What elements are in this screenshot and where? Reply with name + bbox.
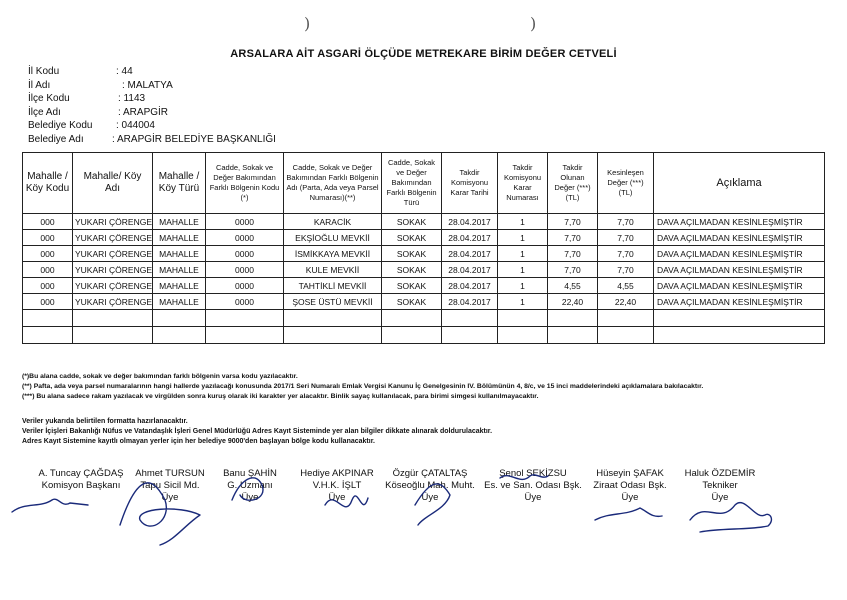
table-cell: 1: [498, 246, 548, 262]
unit-value-table: [22, 152, 825, 344]
signatory-title: Köseoğlu Mah. Muht.: [385, 480, 475, 491]
table-cell: 7,70: [548, 230, 598, 246]
signatory-title: Tapu Sicil Md.: [140, 480, 200, 491]
table-cell: SOKAK: [382, 278, 442, 294]
table-cell: 7,70: [548, 246, 598, 262]
instructions: [22, 417, 492, 447]
info-value: : 1143: [118, 93, 146, 104]
info-label: İlçe Adı: [28, 106, 61, 118]
table-cell: MAHALLE: [153, 246, 206, 262]
instruction-line: Veriler İçişleri Bakanlığı Nüfus ve Vatandaşlık İşleri Genel Müdürlüğü Adres Kayıt Sisteminde yer alan bilgiler dikkate alınarak doldurulacaktır.: [22, 428, 493, 435]
info-label: İlçe Kodu: [28, 93, 70, 104]
signatory-title: Tekniker: [702, 480, 738, 491]
column-header: Kesinleşen Değer (***) (TL): [598, 153, 654, 214]
table-cell: 0000: [206, 294, 284, 310]
table-cell: 0000: [206, 214, 284, 230]
table-cell: YUKARI ÇÖRENGE: [73, 214, 153, 230]
table-cell: DAVA AÇILMADAN KESİNLEŞMİŞTİR: [654, 246, 825, 262]
footnotes: [22, 372, 703, 402]
signatory-role: Üye: [241, 492, 259, 503]
column-header: Mahalle / Köy Türü: [153, 153, 206, 214]
table-cell: SOKAK: [382, 230, 442, 246]
signatory-title: G. Uzmanı: [227, 480, 273, 491]
signatory-block: [670, 468, 770, 504]
table-cell: 0000: [206, 246, 284, 262]
table-cell: 000: [23, 278, 73, 294]
table-cell: 000: [23, 262, 73, 278]
signatory-name: Haluk ÖZDEMİR: [684, 468, 756, 479]
table-cell: MAHALLE: [153, 262, 206, 278]
footnote: (***) Bu alana sadece rakam yazılacak ve virgülden sonra kuruş olarak iki karakter yer alacaktır. Binlik sayaç kullanılacak, para birimi simgesi kullanılmayacaktır.: [22, 393, 539, 400]
signatory-title: V.H.K. İŞLT: [312, 480, 362, 491]
signatory-block: [205, 468, 295, 504]
table-cell: 000: [23, 294, 73, 310]
table-cell: 28.04.2017: [442, 294, 498, 310]
signatory-block: [478, 468, 588, 504]
column-header: Cadde, Sokak ve Değer Bakımından Farklı Bölgenin Kodu (*): [206, 153, 284, 214]
info-value: : 044004: [116, 120, 155, 131]
column-header: Açıklama: [654, 153, 825, 214]
table-cell: SOKAK: [382, 262, 442, 278]
table-cell: MAHALLE: [153, 230, 206, 246]
signatory-name: Hediye AKPINAR: [300, 468, 374, 479]
table-row: [23, 230, 825, 246]
info-label: İl Adı: [28, 79, 51, 91]
column-header: Mahalle / Köy Kodu: [23, 153, 73, 214]
signatory-name: A. Tuncay ÇAĞDAŞ: [38, 468, 124, 479]
signatory-role: Üye: [524, 492, 542, 503]
column-header: Mahalle/ Köy Adı: [73, 153, 153, 214]
signatory-block: [375, 468, 485, 504]
info-label: Belediye Adı: [28, 133, 84, 145]
table-cell: 7,70: [598, 214, 654, 230]
table-cell: YUKARI ÇÖRENGE: [73, 294, 153, 310]
table-cell: 28.04.2017: [442, 214, 498, 230]
table-cell: 1: [498, 262, 548, 278]
table-row-empty: [23, 310, 825, 327]
table-cell: EKŞİOĞLU MEVKİİ: [284, 230, 382, 246]
table-row: [23, 278, 825, 294]
column-header: Cadde, Sokak ve Değer Bakımından Farklı Bölgenin Adı (Parta, Ada veya Parsel Numarası)(**): [284, 153, 382, 214]
table-cell: MAHALLE: [153, 214, 206, 230]
signatory-name: Şenol SEKİZSU: [499, 468, 567, 479]
table-row: [23, 262, 825, 278]
table-cell: MAHALLE: [153, 278, 206, 294]
signatory-block: [580, 468, 680, 504]
signatory-title: Ziraat Odası Bşk.: [593, 480, 667, 491]
table-cell: YUKARI ÇÖRENGE: [73, 278, 153, 294]
table-cell: 7,70: [548, 214, 598, 230]
table-row: [23, 294, 825, 310]
table-cell: 000: [23, 246, 73, 262]
table-cell: KULE MEVKİİ: [284, 262, 382, 278]
signatory-role: Üye: [421, 492, 439, 503]
table-cell: 7,70: [598, 246, 654, 262]
table-cell: 000: [23, 214, 73, 230]
table-cell: 0000: [206, 262, 284, 278]
signatory-role: Üye: [711, 492, 729, 503]
table-cell: MAHALLE: [153, 294, 206, 310]
table-cell: 7,70: [598, 230, 654, 246]
table-cell: SOKAK: [382, 294, 442, 310]
table-cell: 000: [23, 230, 73, 246]
table-cell: 4,55: [598, 278, 654, 294]
table-cell: 28.04.2017: [442, 262, 498, 278]
table-cell: 22,40: [598, 294, 654, 310]
info-label: İl Kodu: [28, 66, 60, 77]
signatory-title: Es. ve San. Odası Bşk.: [484, 480, 582, 491]
table-row: [23, 246, 825, 262]
signatory-block: [292, 468, 382, 504]
column-header: Takdir Komisyonu Karar Numarası: [498, 153, 548, 214]
table-header-row: [23, 153, 825, 214]
table-cell: 28.04.2017: [442, 230, 498, 246]
table-cell: DAVA AÇILMADAN KESİNLEŞMİŞTİR: [654, 262, 825, 278]
table-cell: 1: [498, 278, 548, 294]
table-cell: YUKARI ÇÖRENGE: [73, 262, 153, 278]
table-row-empty: [23, 327, 825, 344]
table-cell: DAVA AÇILMADAN KESİNLEŞMİŞTİR: [654, 294, 825, 310]
table-cell: 1: [498, 294, 548, 310]
table-cell: 0000: [206, 230, 284, 246]
info-value: : MALATYA: [122, 79, 173, 91]
info-label: Belediye Kodu: [28, 120, 93, 131]
info-value: : 44: [116, 66, 133, 77]
table-cell: SOKAK: [382, 214, 442, 230]
signatory-name: Banu ŞAHİN: [223, 468, 277, 479]
table-cell: SOKAK: [382, 246, 442, 262]
table-row: [23, 214, 825, 230]
signatory-role: Üye: [161, 492, 179, 503]
table-cell: 22,40: [548, 294, 598, 310]
signatory-role: Üye: [328, 492, 346, 503]
signatory-name: Hüseyin ŞAFAK: [596, 468, 664, 479]
table-cell: 1: [498, 230, 548, 246]
instruction-line: Veriler yukarıda belirtilen formatta hazırlanacaktır.: [22, 418, 188, 425]
table-cell: İSMİKKAYA MEVKİİ: [284, 246, 382, 262]
table-cell: 28.04.2017: [442, 246, 498, 262]
footnote: (*)Bu alana cadde, sokak ve değer bakımından farklı bölgenin varsa kodu yazılacaktır.: [22, 373, 298, 380]
table-cell: TAHTİKLİ MEVKİİ: [284, 278, 382, 294]
column-header: Takdir Olunan Değer (***) (TL): [548, 153, 598, 214]
table-cell: ŞOSE ÜSTÜ MEVKİİ: [284, 294, 382, 310]
instruction-line: Adres Kayıt Sistemine kayıtlı olmayan yerler için her belediye 9000'den başlayan bölge kodu kullanacaktır.: [22, 438, 375, 445]
info-value: : ARAPGİR BELEDİYE BAŞKANLIĞI: [112, 133, 276, 145]
table-cell: 7,70: [548, 262, 598, 278]
signatory-name: Ahmet TURSUN: [135, 468, 205, 479]
table-cell: 7,70: [598, 262, 654, 278]
signatory-role: Üye: [621, 492, 639, 503]
table-cell: DAVA AÇILMADAN KESİNLEŞMİŞTİR: [654, 230, 825, 246]
signatory-title: Komisyon Başkanı: [41, 480, 121, 491]
signature-scribble: [595, 508, 662, 520]
table-cell: KARACİK: [284, 214, 382, 230]
signature-scribble: [690, 503, 771, 532]
table-cell: YUKARI ÇÖRENGE: [73, 246, 153, 262]
info-value: : ARAPGİR: [118, 106, 169, 118]
table-cell: 4,55: [548, 278, 598, 294]
column-header: Cadde, Sokak ve Değer Bakımından Farklı Bölgenin Türü: [382, 153, 442, 214]
footnote: (**) Pafta, ada veya parsel numaralarının hangi hallerde yazılacağı konusunda 2017/1 Seri Numaralı Emlak Vergisi Kanunu İç Genelgesinin IV. Bölümünün 4, 8/c, ve 15 inci maddelerindeki açıklamalara bakılacaktır.: [22, 383, 704, 390]
column-header: Takdir Komisyonu Karar Tarihi: [442, 153, 498, 214]
punch-hole-mark-left: ): [304, 14, 311, 33]
table-cell: YUKARI ÇÖRENGE: [73, 230, 153, 246]
signatory-name: Özgür ÇATALTAŞ: [392, 468, 468, 479]
table-cell: 0000: [206, 278, 284, 294]
punch-hole-mark-right: ): [530, 14, 537, 33]
table-cell: DAVA AÇILMADAN KESİNLEŞMİŞTİR: [654, 278, 825, 294]
signature-scribble: [12, 499, 88, 512]
table-cell: DAVA AÇILMADAN KESİNLEŞMİŞTİR: [654, 214, 825, 230]
document-title: ARSALARA AİT ASGARİ ÖLÇÜDE METREKARE BİRİM DEĞER CETVELİ: [230, 48, 617, 60]
table-cell: 1: [498, 214, 548, 230]
table-cell: 28.04.2017: [442, 278, 498, 294]
